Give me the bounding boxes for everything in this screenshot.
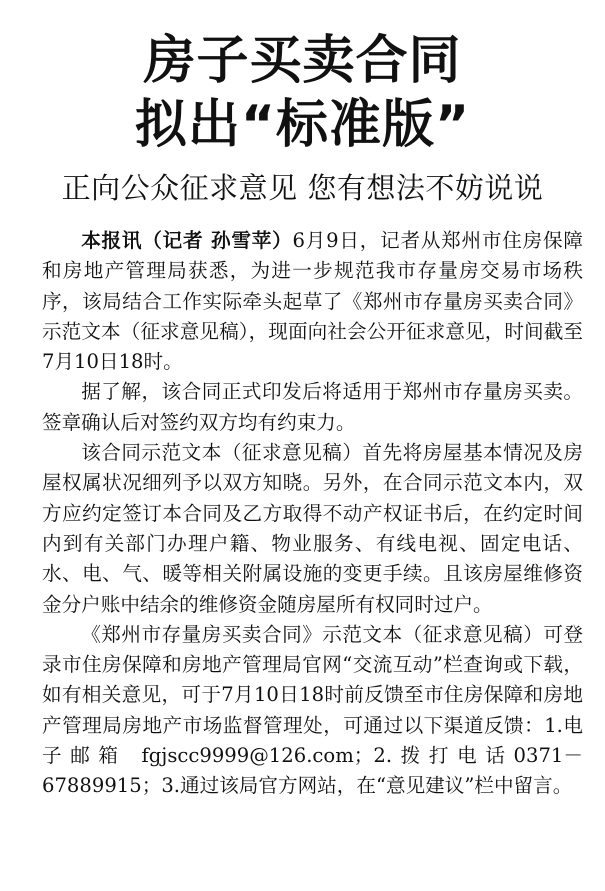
subheadline: 正向公众征求意见 您有想法不妨说说: [61, 171, 544, 205]
paragraph-1: [42, 226, 583, 377]
paragraph-3: 该合同示范文本（征求意见稿）首先将房屋基本情况及房屋权属状况细列予以双方知晓。另外，在合同示范文本内，双方应约定签订本合同及乙方取得不动产权证书后，在约定时间内到有关部门办理户籍、物业服务、有线电视、固定电话、水、电、气、暖等相关附属设施的变更手续。且该房屋维修资金分户账中结余的维修资金随房屋所有权同时过户。: [42, 441, 583, 616]
paragraph-2: 据了解，该合同正式印发后将适用于郑州市存量房买卖。签章确认后对签约双方均有约束力。: [42, 380, 583, 434]
headline-line-2: 拟出“标准版”: [134, 95, 471, 155]
byline: 本报讯（记者 孙雪苹）: [81, 229, 293, 252]
headline-line-1: 房子买卖合同: [143, 31, 462, 91]
article-body: [42, 226, 583, 802]
paragraph-4: 《郑州市存量房买卖合同》示范文本（征求意见稿）可登录市住房保障和房地产管理局官网“交流互动”栏查询或下载，如有相关意见，可于7月10日18时前反馈至市住房保障和房地产管理局房地产市场监督管理处，可通过以下渠道反馈：1.电子邮箱 fgjscc9999@126.com；2.拨打电话0371－67889915；3.通过该局官方网站，在“意见建议”栏中留言。: [42, 622, 583, 798]
paragraph-1-text: 6月9日，记者从郑州市住房保障和房地产管理局获悉，为进一步规范我市存量房交易市场秩序，该局结合工作实际牵头起草了《郑州市存量房买卖合同》示范文本（征求意见稿），现面向社会公开征求意见，时间截至7月10日18时。: [42, 229, 583, 374]
